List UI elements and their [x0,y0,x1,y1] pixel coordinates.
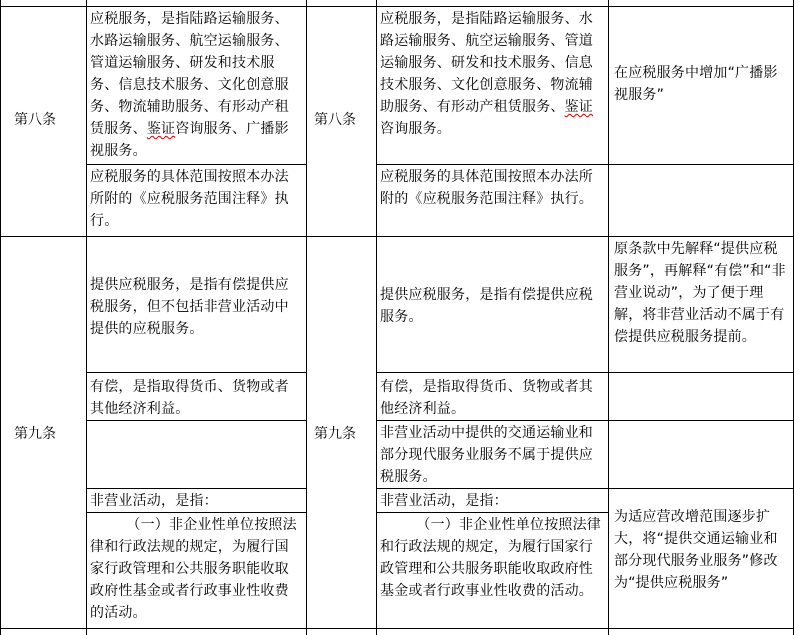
table-rule [86,420,306,421]
table-rule [0,0,1,635]
new-scope-marked-word: 鉴证 [564,99,594,115]
article-8-label-new: 第八条 [314,112,356,128]
table-rule [376,488,794,489]
article-9-label-old: 第九条 [14,426,56,442]
table-rule [86,488,306,489]
table-rule [376,164,794,165]
table-rule [0,236,794,237]
table-rule [86,0,87,635]
old-scope-marked-word: 鉴证 [146,121,176,137]
article-9-new-paid: 有偿，是指取得货币、货物或者其他经济利益。 [380,379,593,417]
article-9-new-item-1: （一）非企业性单位按照法律和行政法规的规定，为履行国家行政管理和公共服务职能收取政府性基金或者行政事业性收费的活动。 [380,517,601,599]
table-rule [376,0,377,635]
table-rule [0,628,794,629]
new-scope-text-end: 咨询服务。 [380,121,451,137]
table-rule [376,512,608,513]
article-9-new-definition: 提供应税服务，是指有偿提供应税服务。 [380,287,593,325]
new-scope-text: 应税服务，是指陆路运输服务、水路运输服务、航空运输服务、管道运输服务、研发和技术服务、信息技术服务、文化创意服务、物流辅助服务、有形动产租赁服务、 [380,11,593,115]
old-scope-text: 应税服务，是指陆路运输服务、水路运输服务、航空运输服务、管道运输服务、研发和技术服务、信息技术服务、文化创意服务、物流辅助服务、有形动产租赁服务、 [90,11,289,137]
article-9-old-paid: 有偿，是指取得货币、货物或者其他经济利益。 [90,379,289,417]
article-9-note-definition: 原条款中先解释“提供应税服务”，再解释“有偿”和“非营业说动”，为了便于理解，将非营业活动不属于有偿提供应税服务提前。 [614,241,786,345]
table-rule [608,0,609,635]
article-8-old-annex: 应税服务的具体范围按照本办法所附的《应税服务范围注释》执行。 [90,169,289,229]
table-rule [376,372,794,373]
article-9-note-nonbusiness: 为适应营改增范围逐步扩大，将“提供交通运输业和部分现代服务业服务”修改为“提供应税服务” [614,509,778,591]
table-rule [306,0,307,635]
article-8-label-old: 第八条 [14,112,56,128]
article-8-new-annex: 应税服务的具体范围按照本办法所附的《应税服务范围注释》执行。 [380,169,593,207]
article-9-new-nonbusiness-title: 非营业活动，是指： [380,493,508,509]
article-9-label-new: 第九条 [314,426,356,442]
table-rule [86,512,306,513]
table-rule [86,164,306,165]
article-9-old-item-1: （一）非企业性单位按照法律和行政法规的规定，为履行国家行政管理和公共服务职能收取政府性基金或者行政事业性收费的活动。 [90,517,297,621]
article-9-old-definition: 提供应税服务，是指有偿提供应税服务，但不包括非营业活动中提供的应税服务。 [90,277,289,337]
table-rule [376,420,794,421]
table-rule [86,372,306,373]
article-9-new-nonbusiness-transport: 非营业活动中提供的交通运输业和部分现代服务业服务不属于提供应税服务。 [380,425,593,485]
old-scope-text-end: 咨询服务、广播影视服务。 [90,121,289,159]
article-8-old-scope [90,8,302,162]
article-8-new-scope [380,8,604,140]
table-rule [0,6,794,7]
article-9-old-nonbusiness-title: 非营业活动，是指： [90,493,218,509]
article-8-note: 在应税服务中增加“广播影视服务” [614,65,778,103]
